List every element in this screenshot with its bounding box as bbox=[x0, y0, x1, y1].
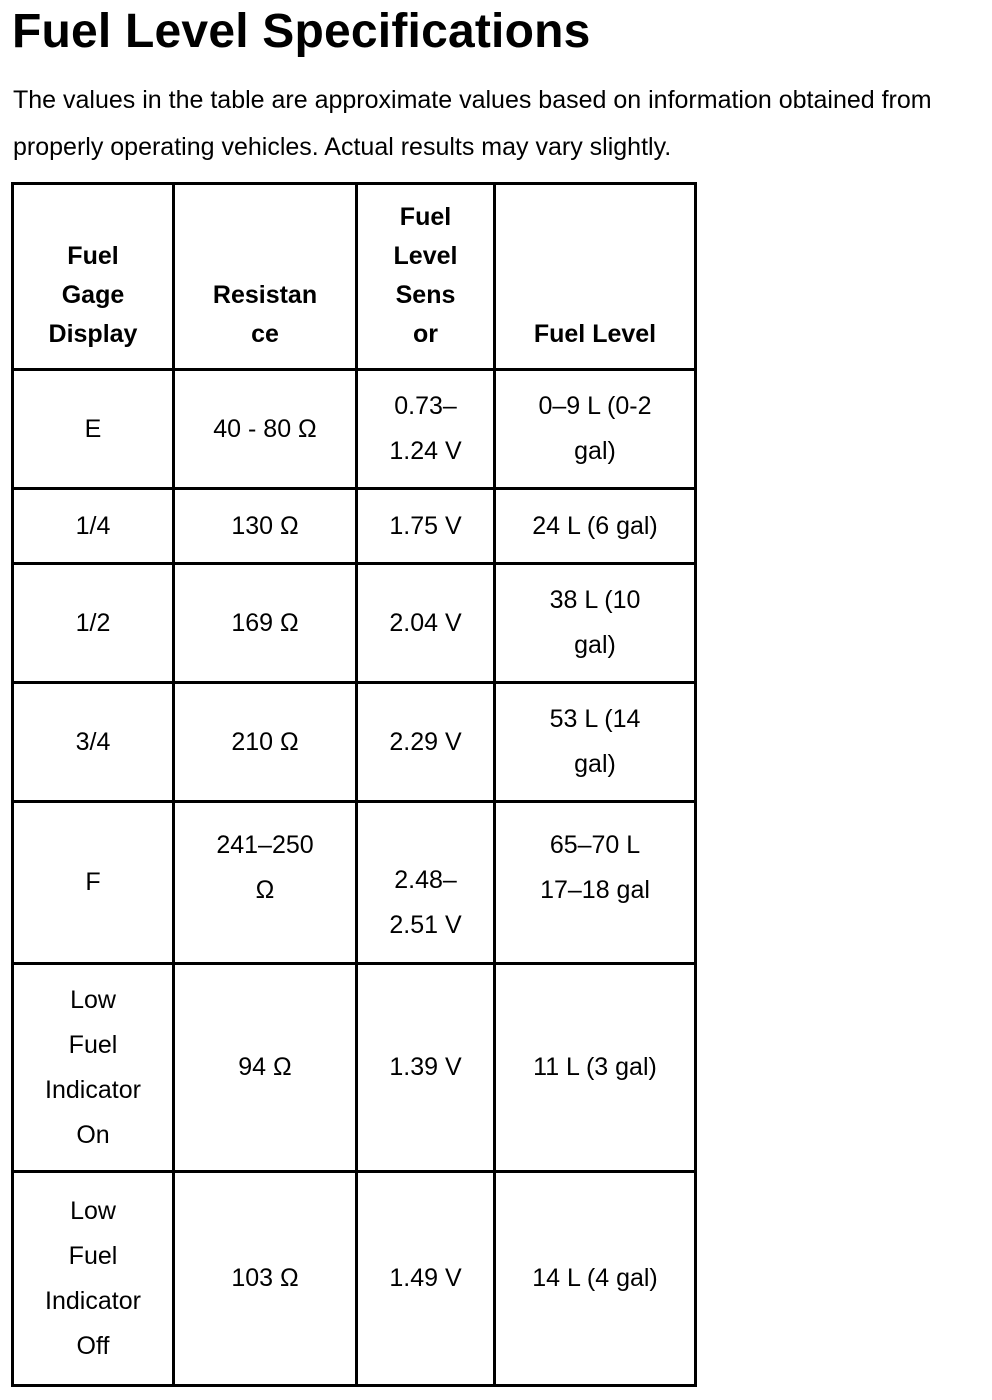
cell-sensor-voltage bbox=[357, 370, 495, 489]
cell-line: gal) bbox=[574, 437, 616, 465]
header-line: Fuel Level bbox=[533, 320, 657, 348]
cell-resistance bbox=[174, 964, 357, 1172]
cell-gage-display bbox=[13, 370, 174, 489]
cell-gage-display bbox=[13, 964, 174, 1172]
cell-fuel-level bbox=[495, 489, 696, 564]
cell-line: gal) bbox=[574, 631, 616, 659]
header-line: Fuel bbox=[67, 242, 119, 270]
cell-line: 1.49 V bbox=[389, 1264, 462, 1292]
cell-line: 38 L (10 bbox=[549, 586, 641, 614]
cell-line: 94 Ω bbox=[238, 1053, 292, 1081]
cell-gage-display bbox=[13, 1172, 174, 1386]
cell-gage-display bbox=[13, 683, 174, 802]
cell-resistance bbox=[174, 1172, 357, 1386]
cell-gage-display bbox=[13, 564, 174, 683]
cell-fuel-level bbox=[495, 802, 696, 964]
cell-fuel-level bbox=[495, 964, 696, 1172]
cell-line: 169 Ω bbox=[231, 608, 299, 637]
cell-line: 1/4 bbox=[75, 511, 111, 540]
header-line: Fuel bbox=[399, 203, 452, 231]
header-fuel-level bbox=[495, 184, 696, 370]
cell-line: 1/2 bbox=[75, 608, 111, 637]
cell-line: E bbox=[84, 414, 102, 443]
table-row bbox=[13, 370, 696, 489]
cell-line: 2.29 V bbox=[389, 727, 462, 756]
cell-line: 2.51 V bbox=[389, 911, 462, 939]
cell-line: 1.39 V bbox=[389, 1053, 462, 1081]
cell-line: 2.48– bbox=[394, 866, 457, 894]
cell-sensor-voltage bbox=[357, 683, 495, 802]
cell-line: On bbox=[76, 1120, 110, 1149]
cell-line: Off bbox=[76, 1331, 110, 1360]
header-line: Level bbox=[393, 242, 458, 270]
cell-line: 103 Ω bbox=[231, 1264, 299, 1292]
table-row bbox=[13, 489, 696, 564]
header-line: Sens bbox=[395, 281, 456, 309]
intro-paragraph: The values in the table are approximate values based on information obtained from properly operating vehicles. Actual results may vary slightly. bbox=[13, 86, 932, 161]
cell-line: Ω bbox=[255, 876, 275, 904]
table-row bbox=[13, 564, 696, 683]
cell-line: Fuel bbox=[68, 1241, 118, 1270]
cell-line: Low bbox=[70, 1196, 116, 1225]
cell-fuel-level bbox=[495, 683, 696, 802]
table-row bbox=[13, 683, 696, 802]
cell-line: gal) bbox=[574, 750, 616, 778]
cell-line: 40 - 80 Ω bbox=[213, 414, 317, 443]
header-line: or bbox=[413, 320, 438, 348]
cell-line: 1.24 V bbox=[389, 437, 462, 465]
cell-gage-display bbox=[13, 489, 174, 564]
cell-gage-display bbox=[13, 802, 174, 964]
cell-resistance bbox=[174, 802, 357, 964]
cell-line: 65–70 L bbox=[549, 831, 641, 859]
cell-fuel-level bbox=[495, 564, 696, 683]
header-line: Display bbox=[48, 320, 138, 348]
cell-line: 24 L (6 gal) bbox=[532, 511, 658, 540]
page-title: Fuel Level Specifications bbox=[12, 5, 591, 58]
cell-resistance bbox=[174, 489, 357, 564]
table-header-row bbox=[13, 184, 696, 370]
header-line: Resistan bbox=[212, 281, 318, 309]
cell-line: 53 L (14 bbox=[549, 705, 641, 733]
cell-line: Low bbox=[70, 985, 116, 1014]
cell-fuel-level bbox=[495, 1172, 696, 1386]
header-fuel-level-sensor bbox=[357, 184, 495, 370]
cell-line: 130 Ω bbox=[231, 511, 299, 540]
cell-line: Fuel bbox=[68, 1030, 118, 1059]
cell-resistance bbox=[174, 370, 357, 489]
cell-line: 17–18 gal bbox=[540, 876, 650, 904]
header-resistance bbox=[174, 184, 357, 370]
cell-line: 0.73– bbox=[394, 392, 457, 420]
cell-sensor-voltage bbox=[357, 489, 495, 564]
cell-line: 3/4 bbox=[75, 727, 111, 756]
header-line: Gage bbox=[61, 281, 125, 309]
cell-resistance bbox=[174, 683, 357, 802]
table-row bbox=[13, 964, 696, 1172]
cell-sensor-voltage bbox=[357, 964, 495, 1172]
cell-sensor-voltage bbox=[357, 564, 495, 683]
cell-line: Indicator bbox=[45, 1075, 141, 1104]
cell-sensor-voltage bbox=[357, 1172, 495, 1386]
header-fuel-gage-display bbox=[13, 184, 174, 370]
cell-line: F bbox=[85, 868, 101, 896]
cell-line: 11 L (3 gal) bbox=[533, 1053, 657, 1081]
cell-sensor-voltage bbox=[357, 802, 495, 964]
header-line: ce bbox=[251, 320, 279, 348]
cell-line: 14 L (4 gal) bbox=[532, 1264, 658, 1292]
cell-line: 210 Ω bbox=[231, 727, 299, 756]
cell-line: 2.04 V bbox=[389, 608, 462, 637]
cell-fuel-level bbox=[495, 370, 696, 489]
table-row bbox=[13, 802, 696, 964]
cell-resistance bbox=[174, 564, 357, 683]
table-row bbox=[13, 1172, 696, 1386]
cell-line: Indicator bbox=[45, 1286, 141, 1315]
cell-line: 1.75 V bbox=[389, 511, 462, 540]
fuel-level-spec-table bbox=[11, 182, 697, 1387]
cell-line: 241–250 bbox=[216, 831, 314, 859]
cell-line: 0–9 L (0-2 bbox=[538, 392, 652, 420]
